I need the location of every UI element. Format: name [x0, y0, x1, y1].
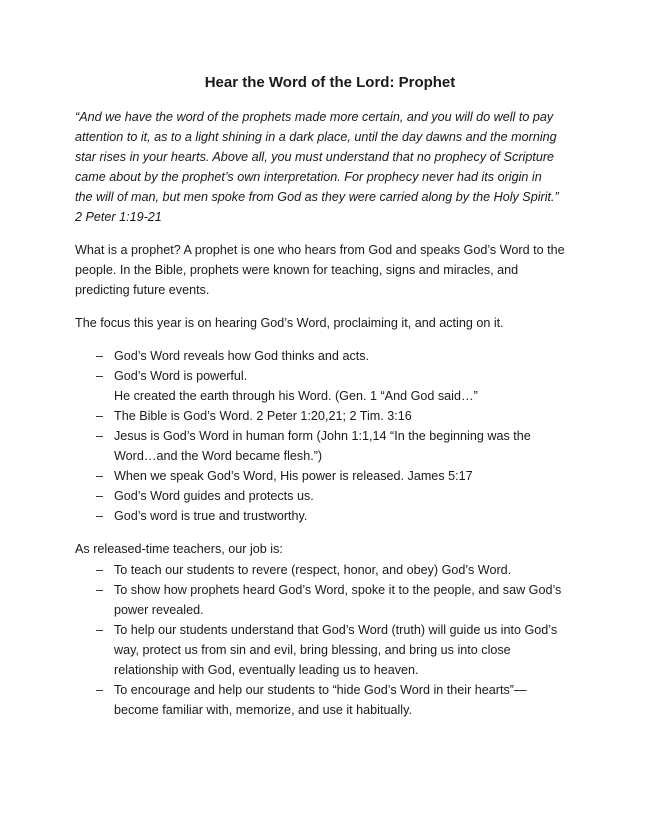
job-intro-paragraph: [75, 539, 585, 559]
list-item-text: relationship with God, eventually leading us to heaven.: [114, 663, 419, 677]
document-body: [75, 73, 585, 720]
scripture-quote: [75, 107, 585, 227]
list-item-text: When we speak God’s Word, His power is released. James 5:17: [114, 469, 473, 483]
focus-line: The focus this year is on hearing God’s Word, proclaiming it, and acting on it.: [75, 316, 504, 330]
dash-bullet: –: [96, 489, 104, 503]
list-item: [75, 560, 585, 580]
dash-bullet: –: [96, 509, 104, 523]
quote-reference: 2 Peter 1:19-21: [75, 210, 162, 224]
list-item-text: way, protect us from sin and evil, bring blessing, and bring us into close: [114, 643, 511, 657]
intro-line: What is a prophet? A prophet is one who hears from God and speaks God’s Word to the: [75, 243, 565, 257]
list-item-text: To help our students understand that God’s Word (truth) will guide us into God’s: [114, 623, 558, 637]
list-item: [75, 466, 585, 486]
list-item-text: power revealed.: [114, 603, 204, 617]
list-item-text: The Bible is God’s Word. 2 Peter 1:20,21; 2 Tim. 3:16: [114, 409, 412, 423]
list-item-text: God’s word is true and trustworthy.: [114, 509, 308, 523]
list-item-text: To teach our students to revere (respect, honor, and obey) God’s Word.: [114, 563, 512, 577]
list-item: [75, 366, 585, 406]
list-item: [75, 620, 585, 680]
dash-bullet: –: [96, 409, 104, 423]
quote-line: star rises in your hearts. Above all, you must understand that no prophecy of Scripture: [75, 150, 555, 164]
list-item-text: To show how prophets heard God’s Word, spoke it to the people, and saw God’s: [114, 583, 562, 597]
list-item-text: God’s Word is powerful.: [114, 369, 248, 383]
word-points-list: [75, 346, 585, 526]
dash-bullet: –: [96, 369, 104, 383]
dash-bullet: –: [96, 583, 104, 597]
focus-paragraph: [75, 313, 585, 333]
list-item: [75, 486, 585, 506]
list-item: [75, 506, 585, 526]
job-intro-line: As released-time teachers, our job is:: [75, 542, 283, 556]
quote-line: “And we have the word of the prophets made more certain, and you will do well to pay: [75, 110, 554, 124]
list-item: [75, 680, 585, 720]
intro-line: predicting future events.: [75, 283, 210, 297]
intro-line: people. In the Bible, prophets were known for teaching, signs and miracles, and: [75, 263, 519, 277]
list-item-text: become familiar with, memorize, and use it habitually.: [114, 703, 412, 717]
list-item: [75, 346, 585, 366]
dash-bullet: –: [96, 429, 104, 443]
list-item: [75, 406, 585, 426]
list-item-text: Jesus is God’s Word in human form (John 1:1,14 “In the beginning was the: [114, 429, 531, 443]
job-points-list: [75, 560, 585, 720]
dash-bullet: –: [96, 349, 104, 363]
list-item: [75, 426, 585, 466]
list-item-text: He created the earth through his Word. (Gen. 1 “And God said…”: [114, 389, 478, 403]
dash-bullet: –: [96, 683, 104, 697]
quote-line: attention to it, as to a light shining in a dark place, until the day dawns and the morning: [75, 130, 557, 144]
dash-bullet: –: [96, 563, 104, 577]
quote-line: came about by the prophet’s own interpretation. For prophecy never had its origin in: [75, 170, 542, 184]
dash-bullet: –: [96, 623, 104, 637]
quote-line: the will of man, but men spoke from God as they were carried along by the Holy Spirit.”: [75, 190, 559, 204]
list-item-text: To encourage and help our students to “hide God’s Word in their hearts”—: [114, 683, 527, 697]
list-item-text: Word…and the Word became flesh.”): [114, 449, 323, 463]
list-item: [75, 580, 585, 620]
page-title: Hear the Word of the Lord: Prophet: [204, 74, 456, 91]
dash-bullet: –: [96, 469, 104, 483]
list-item-text: God’s Word reveals how God thinks and acts.: [114, 349, 370, 363]
intro-paragraph: [75, 240, 585, 300]
list-item-text: God’s Word guides and protects us.: [114, 489, 314, 503]
